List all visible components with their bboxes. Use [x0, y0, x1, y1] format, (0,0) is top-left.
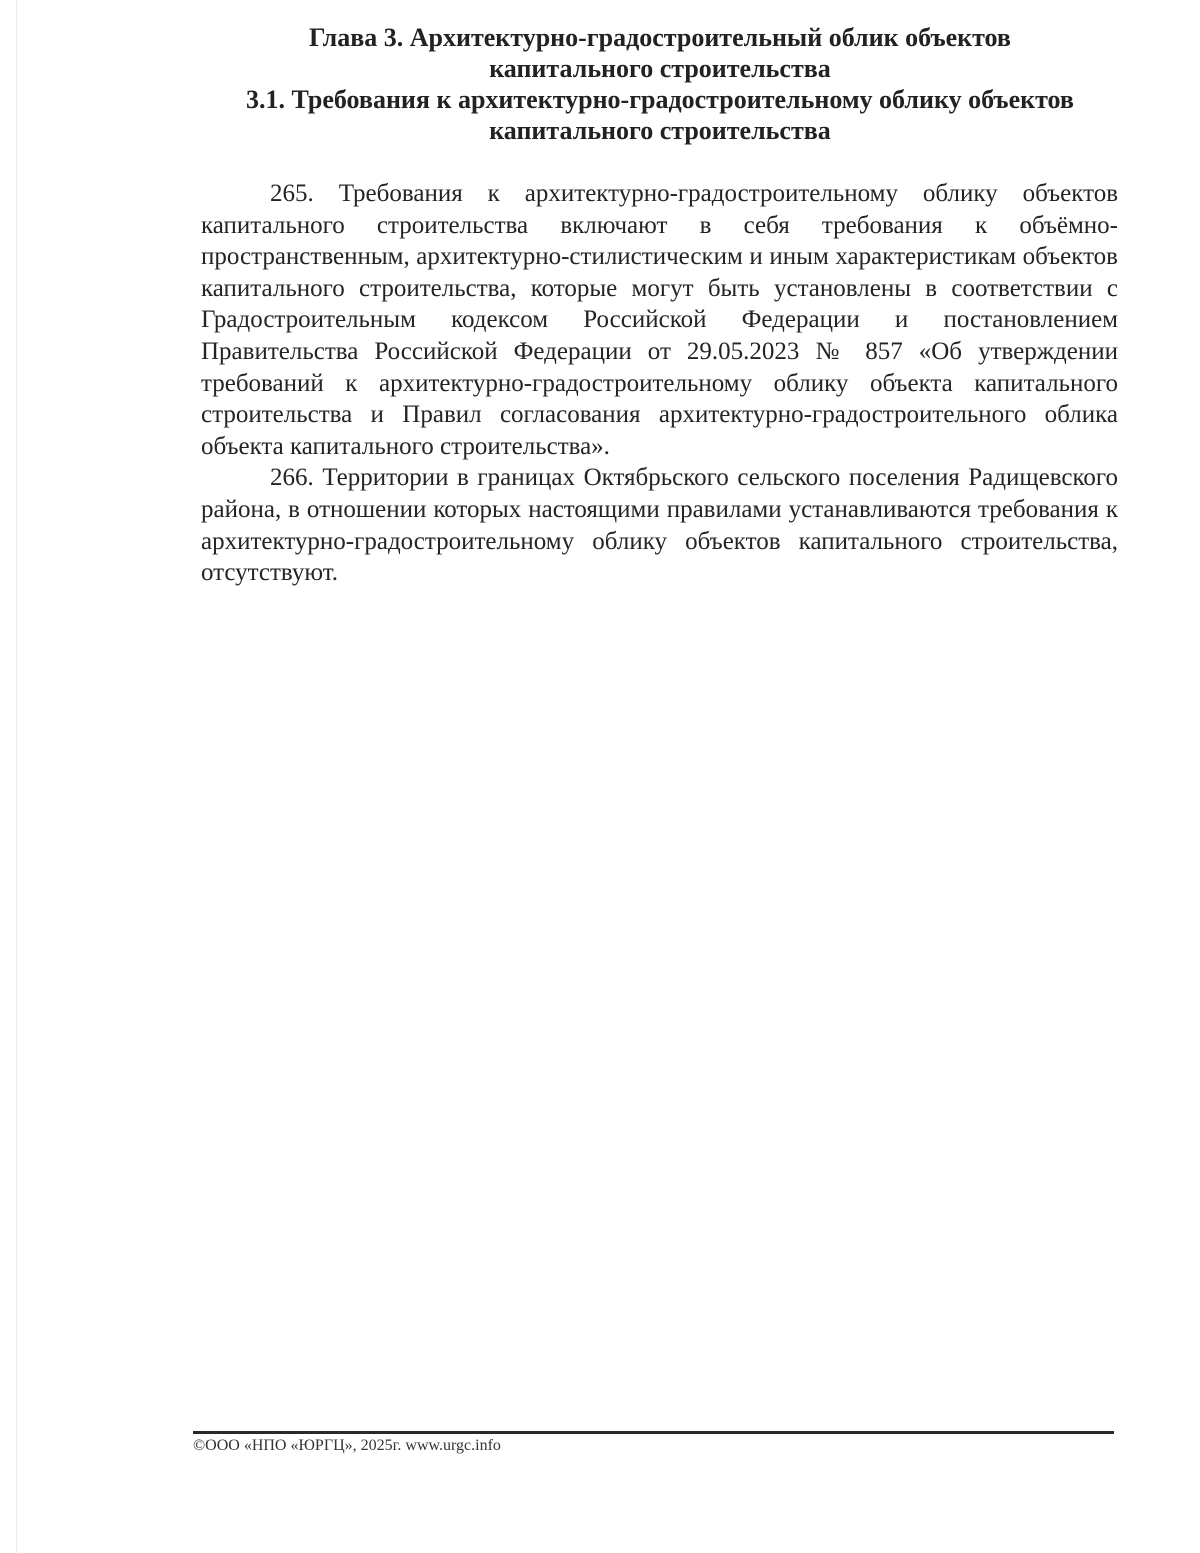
document-body	[201, 178, 1118, 589]
footer-divider	[193, 1431, 1114, 1434]
footer-copyright: ©ООО «НПО «ЮРГЦ», 2025г. www.urgc.info	[193, 1437, 501, 1454]
chapter-title-line-1: Глава 3. Архитектурно-градостроительный облик объектов	[309, 23, 1011, 52]
chapter-heading	[190, 22, 1130, 146]
paragraph-265: 265. Требования к архитектурно-градостроительному облику объектов капитального строительства включают в себя требования к объёмно-пространственным, архитектурно-стилистическим и иным характеристикам объектов капитального строительства, которые могут быть установлены в соответствии с Градостроительным кодексом Российской Федерации и постановлением Правительства Российской Федерации от 29.05.2023 № 857 «Об утверждении требований к архитектурно-градостроительному облику объекта капитального строительства и Правил согласования архитектурно-градостроительного облика объекта капитального строительства».	[201, 180, 1118, 460]
scan-edge-line	[16, 0, 17, 1553]
paragraph-266: 266. Территории в границах Октябрьского сельского поселения Радищевского района, в отношении которых настоящими правилами устанавливаются требования к архитектурно-градостроительному облику объектов капитального строительства, отсутствуют.	[201, 464, 1118, 587]
chapter-title-line-2: капитального строительства	[489, 54, 831, 83]
section-title-line-1: 3.1. Требования к архитектурно-градостроительному облику объектов	[246, 85, 1074, 114]
section-title-line-2: капитального строительства	[489, 116, 831, 145]
